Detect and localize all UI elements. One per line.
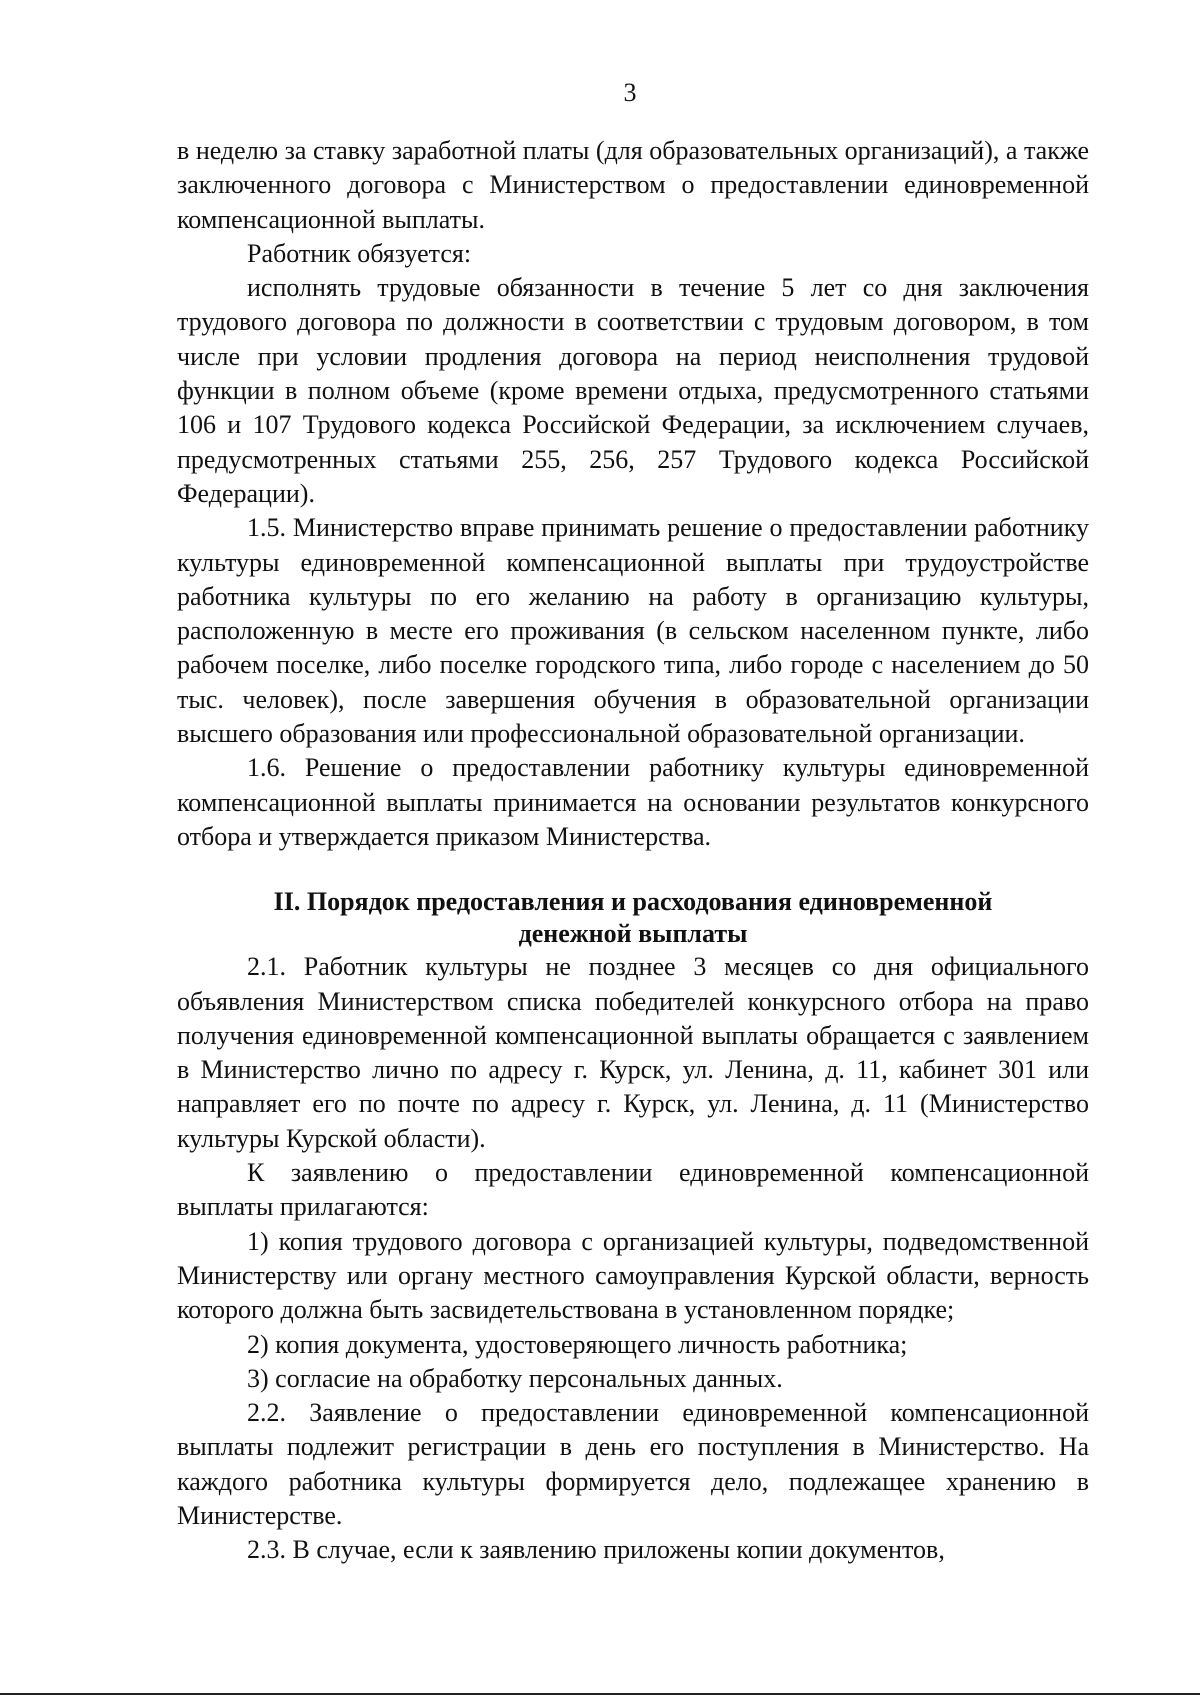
page-bottom-edge — [0, 1693, 1200, 1695]
paragraph: 2.1. Работник культуры не позднее 3 месяцев со дня официального объявления Министерством списка победителей конкурсного отбора на право получения единовременной компенсационной выплаты обращается с заявлением в Министерство лично по адресу г. Курск, ул. Ленина, д. 11, кабинет 301 или направляет его по почте по адресу г. Курск, ул. Ленина, д. 11 (Министерство культуры Курской области). — [177, 952, 1089, 1153]
paragraph: исполнять трудовые обязанности в течение 5 лет со дня заключения трудового договора по должности в соответствии с трудовым договором, в том числе при условии продления договора на период неисполнения трудовой функции в полном объеме (кроме времени отдыха, предусмотренного статьями 106 и 107 Трудового кодекса Российской Федерации, за исключением случаев, предусмотренных статьями 255, 256, 257 Трудового кодекса Российской Федерации). — [177, 273, 1089, 508]
section-heading-line-2: денежной выплаты — [518, 919, 748, 949]
section-heading-line-1: II. Порядок предоставления и расходования единовременной — [273, 887, 993, 917]
paragraphs-after-heading — [177, 950, 1089, 1567]
paragraphs-before-heading — [177, 134, 1089, 854]
paragraph: 2.2. Заявление о предоставлении единовременной компенсационной выплаты подлежит регистрации в день его поступления в Министерство. На каждого работника культуры формируется дело, подлежащее хранению в Министерстве. — [177, 1398, 1089, 1530]
paragraph: 1) копия трудового договора с организацией культуры, подведомственной Министерству или органу местного самоуправления Курской области, верность которого должна быть засвидетельствована в установленном порядке; — [177, 1226, 1089, 1325]
paragraph: в неделю за ставку заработной платы (для образовательных организаций), а также заключенного договора с Министерством о предоставлении единовременной компенсационной выплаты. — [177, 136, 1089, 234]
paragraph: 1.6. Решение о предоставлении работнику культуры единовременной компенсационной выплаты принимается на основании результатов конкурсного отбора и утверждается приказом Министерства. — [177, 753, 1089, 851]
paragraph: 3) согласие на обработку персональных данных. — [247, 1363, 783, 1393]
paragraph: Работник обязуется: — [247, 238, 472, 268]
paragraph: К заявлению о предоставлении единовременной компенсационной выплаты прилагаются: — [177, 1158, 1089, 1222]
section-heading — [177, 886, 1089, 950]
document-body — [177, 134, 1089, 1568]
paragraph: 2.3. В случае, если к заявлению приложены копии документов, — [247, 1535, 945, 1565]
page-number: 3 — [623, 78, 637, 107]
paragraph: 1.5. Министерство вправе принимать решение о предоставлении работнику культуры единовременной компенсационной выплаты при трудоустройстве работника культуры по его желанию на работу в организацию культуры, расположенную в месте его проживания (в сельском населенном пункте, либо рабочем поселке, либо поселке городского типа, либо городе с населением до 50 тыс. человек), после завершения обучения в образовательной организации высшего образования или профессиональной образовательной организации. — [177, 513, 1089, 749]
paragraph: 2) копия документа, удостоверяющего личность работника; — [247, 1329, 908, 1359]
